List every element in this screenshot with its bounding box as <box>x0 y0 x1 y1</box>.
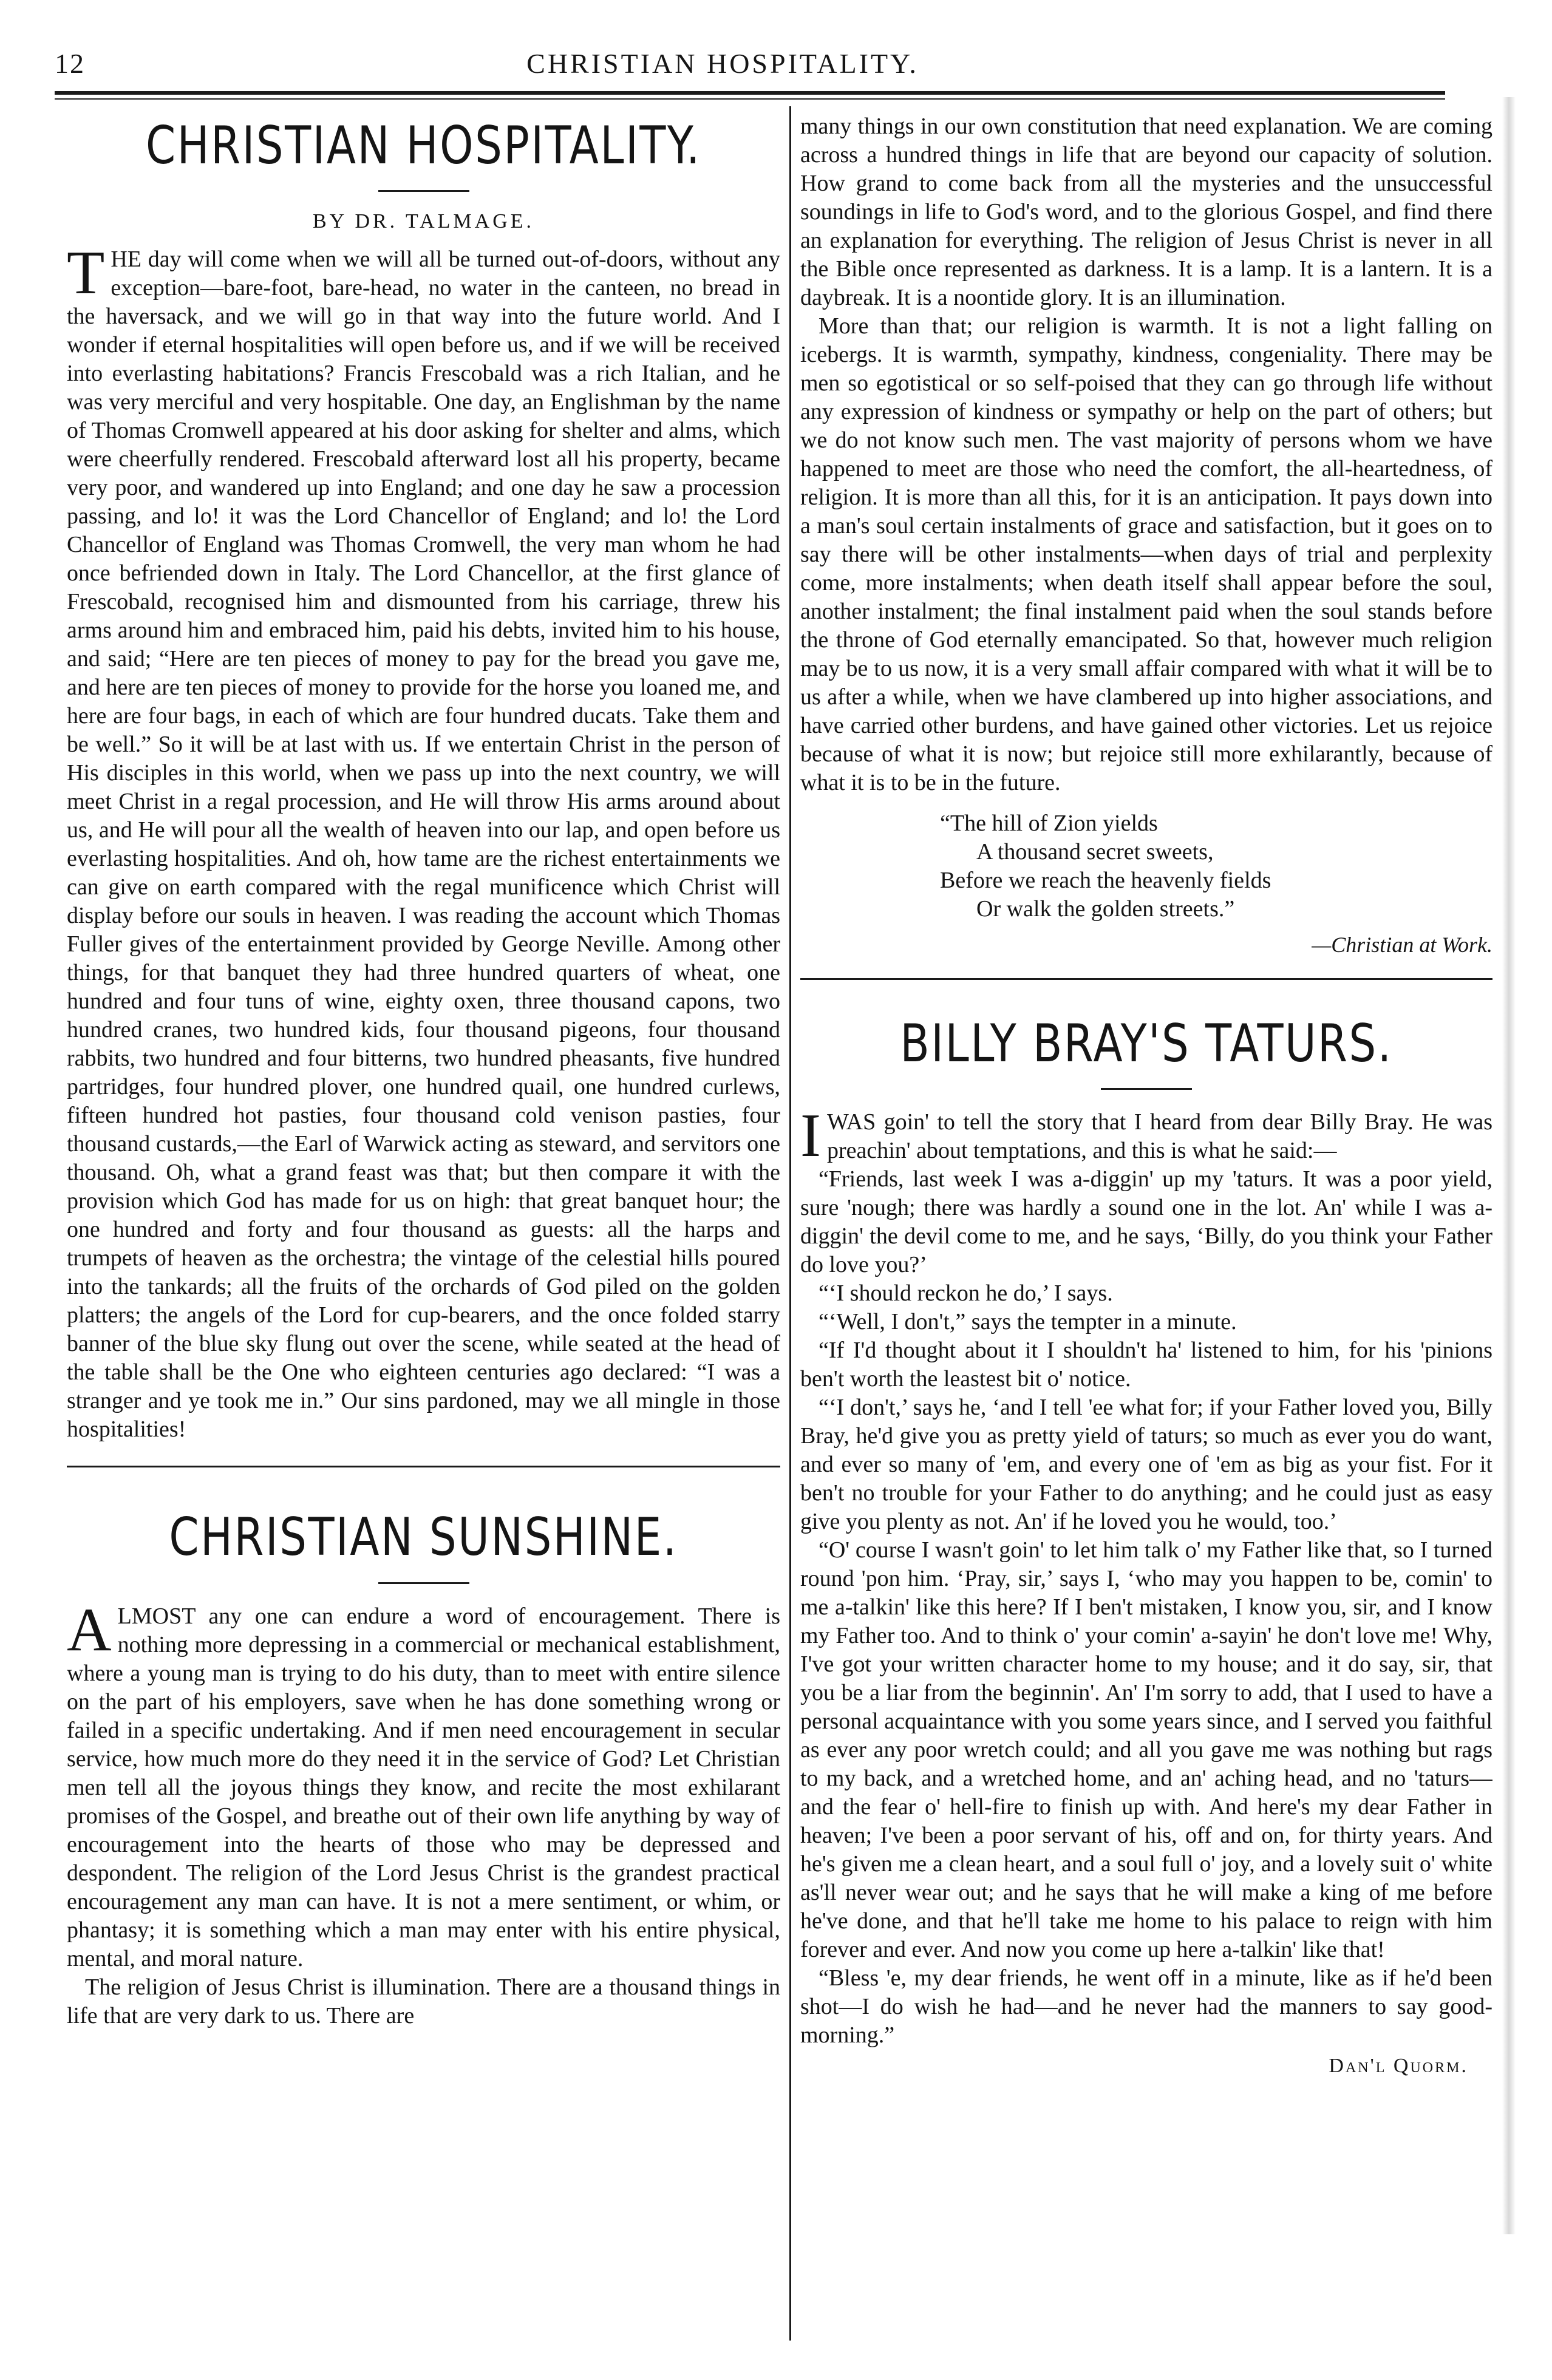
dropcap: I <box>800 1101 821 1171</box>
dropcap: A <box>67 1595 112 1664</box>
running-head <box>55 42 1390 91</box>
right-column <box>800 112 1492 2344</box>
header-rule-thick <box>55 91 1445 95</box>
billy-paragraph: “If I'd thought about it I shouldn't ha' listened to him, for his 'pinions ben't worth the leastest bit o' notice. <box>800 1338 1492 1392</box>
sunshine-paragraph: many things in our own constitution that need explanation. We are coming across a hundred things in life that are beyond our capacity of solution. How grand to come back from all the mysteries and the unsuccessful soundings in life to God's word, and to the glorious Gospel, and find there an explanation for everything. The religion of Jesus Christ is never in all the Bible once represented as darkness. It is a lamp. It is a lantern. It is a daybreak. It is a noontide glory. It is an illumination. <box>800 114 1492 310</box>
sunshine-paragraph: More than that; our religion is warmth. It is not a light falling on icebergs. It is warmth, sympathy, kindness, congeniality. There may be men so egotistical or so self-poised that they can go through life without any expression of kindness or sympathy or help on the part of others; but we do not know such men. The vast majority of persons whom we have happened to meet are those who need the comfort, the all-heartedness, of religion. It is more than all this, for it is an anticipation. It pays down into a man's soul certain instalments of grace and satisfaction, but it goes on to say there will be other instalments—when days of trial and perplexity come, more instalments; when death itself shall appear before the soul, another instalment; the final instalment paid when the soul stands before the throne of God eternally emancipated. So that, however much religion may be to us now, it is a very small affair compared with what it will be to us after a while, when we have clambered up into higher associations, and have carried other burdens, and have gained other victories. Let us rejoice because of what it is now; but rejoice still more exhilarantly, because of what it is to be in the future. <box>800 313 1492 795</box>
column-divider <box>789 106 791 2341</box>
byline: BY DR. TALMAGE. <box>312 210 535 233</box>
title-rule <box>378 1582 469 1584</box>
signature: Dan'l Quorm. <box>1329 2055 1468 2078</box>
hospitality-text: HE day will come when we will all be turned out-of-doors, without any exception—bare-foot, bare-head, no water in the canteen, no bread in the haversack, and we will go in that way into the future world. And I wonder if eternal hospitalities will open before us, and if we will be received into everlasting habitations? Francis Frescobald was a rich Italian, and he was very merciful and very hospitable. One day, an Englishman by the name of Thomas Cromwell appeared at his door asking for shelter and alms, which were cheerfully rendered. Frescobald afterward lost all his property, became very poor, and wandered up into England; and one day he saw a procession passing, and lo! it was the Lord Chancellor of England; and lo! the Lord Chancellor of England was Thomas Cromwell, the very man whom he had once befriended down in Italy. The Lord Chancellor, at the first glance of Frescobald, recognised him and dismounted from his carriage, threw his arms around him and embraced him, paid his debts, invited him to his house, and said; “Here are ten pieces of money to pay for the bread you gave me, and here are ten pieces of money to provide for the horse you loaned me, and here are four bags, in each of which are four hundred ducats. Take them and be well.” So it will be at last with us. If we entertain Christ in the person of His disciples in this world, when we pass up into the next country, we will meet Christ in a regal procession, and He will throw His arms around about us, and He will pour all the wealth of heaven into our lap, and open before us everlasting hospitalities. And oh, how tame are the richest entertainments we can give on earth compared with the regal munificence which Christ will display before our souls in heaven. I was reading the account which Thomas Fuller gives of the entertainment provided by George Neville. Among other things, for that banquet they had three hundred quarters of wheat, one hundred and four tuns of wine, eighty oxen, three thousand capons, two hundred cranes, two hundred kids, four thousand pigeons, four thousand rabbits, two hundred and four bitterns, two hundred pheasants, five hundred partridges, four hundred plover, one hundred quail, one hundred curlews, fifteen hundred hot pasties, four thousand cold venison pasties, four thousand custards,—the Earl of Warwick acting as steward, and servitors one thousand. Oh, what a grand feast was that; but then compare it with the provision which God has made for us on high: that great banquet hour; the one hundred and forty and four thousand as guests: all the harps and trumpets of heaven as the orchestra; the vintage of the celestial hills poured into the tankards; all the fruits of the orchards of God piled on the golden platters; the angels of the Lord for cup-bearers, and the once folded starry banner of the blue sky flung out over the scene, while seated at the head of the table shall be the One who eighteen centuries ago declared: “I was a stranger and ye took me in.” Our sins pardoned, may we all mingle in those hospitalities! <box>67 246 780 1443</box>
billy-paragraph <box>800 1101 1492 1171</box>
header-rule-thin <box>55 98 1445 100</box>
page-number: 12 <box>55 48 85 79</box>
running-title: CHRISTIAN HOSPITALITY. <box>526 48 919 79</box>
section-divider <box>67 1466 780 1467</box>
billy-text: WAS goin' to tell the story that I heard from dear Billy Bray. He was preachin' about temptations, and this is what he said:— <box>826 1109 1492 1164</box>
sunshine-paragraph: The religion of Jesus Christ is illumination. There are a thousand things in life that are very dark to us. There are <box>67 1974 780 2028</box>
billy-paragraph: “‘Well, I don't,” says the tempter in a minute. <box>819 1309 1237 1335</box>
billy-paragraph: “‘I don't,’ says he, ‘and I tell 'ee what for; if your Father loved you, Billy Bray, he'd give you as pretty yield of taturs; so much as ever you do want, and ever so many of 'em, and every one of 'em as big as your fist. For it ben't no trouble for your Father to do anything; and he could just as easy give you plenty as not. An' if he loved you he would, too.’ <box>800 1395 1492 1535</box>
billy-paragraph: “‘I should reckon he do,’ I says. <box>819 1280 1113 1307</box>
section-divider <box>800 978 1492 980</box>
article-title-sunshine: CHRISTIAN SUNSHINE. <box>169 1507 678 1568</box>
billy-paragraph: “Bless 'e, my dear friends, he went off in a minute, like as if he'd been shot—I do wish he had—and he never had the manners to say good-morning.” <box>800 1965 1492 2048</box>
dropcap: T <box>67 239 105 308</box>
poem <box>940 809 1492 923</box>
page-gutter-shadow <box>1502 97 1516 2234</box>
billy-paragraph: “O' course I wasn't goin' to let him talk o' my Father like that, so I turned round 'pon him. ‘Pray, sir,’ says I, ‘who may you happen to be, comin' to me a-talkin' like this here? If I ben't mistaken, I know you, sir, and I know my Father too. And to think o' your comin' a-sayin' he don't love me! Why, I've got your written character home to my house; and it do say, sir, that you be a liar from the beginnin'. An' I'm sorry to add, that I used to have a personal acquaintance with you some years since, and I served you faithful as ever any poor wretch could; and all you gave me was nothing but rags to my back, and a wretched home, and an' aching head, and no 'taturs—and the fear o' hell-fire to finish up with. And here's my dear Father in heaven; I've been a poor servant of his, off and on, for thirty years. And he's given me a clean heart, and a soul full o' joy, and a lovely suit o' white as'll never wear out; and he says that he will make a king of me before he've done, and that he'll take me home to his palace to reign with him forever and ever. And now you come up here a-talkin' like that! <box>800 1537 1492 1963</box>
title-rule <box>1101 1088 1192 1090</box>
poem-line: Or walk the golden streets.” <box>976 896 1235 922</box>
source-credit: —Christian at Work. <box>1312 933 1492 957</box>
billy-paragraph: “Friends, last week I was a-diggin' up my 'taturs. It was a poor yield, sure 'nough; there was hardly a sound one in the lot. An' while I was a-diggin' the devil come to me, and he says, ‘Billy, do you think your Father do love you?’ <box>800 1166 1492 1278</box>
left-column <box>67 112 780 2344</box>
poem-line: Before we reach the heavenly fields <box>940 868 1271 893</box>
poem-line: A thousand secret sweets, <box>976 839 1214 865</box>
article-title-billy-bray: BILLY BRAY'S TATURS. <box>900 1013 1393 1074</box>
sunshine-paragraph <box>67 1595 780 1973</box>
hospitality-paragraph <box>67 239 780 1444</box>
sunshine-text: LMOST any one can endure a word of encouragement. There is nothing more depressing in a commercial or mechanical establishment, where a young man is trying to do his duty, than to meet with entire silence on the part of his employers, save when he has done something wrong or failed in a specific undertaking. And if men need encouragement in secular service, how much more do they need it in the service of God? Let Christian men tell all the joyous things they know, and recite the most exhilarant promises of the Gospel, and breathe out of their own life anything by way of encouragement into the hearts of those who may be depressed and despondent. The religion of the Lord Jesus Christ is the grandest practical encouragement any man can have. It is not a mere sentiment, or whim, or phantasy; it is something which a man may enter with his entire physical, mental, and moral nature. <box>67 1603 780 1971</box>
poem-line: “The hill of Zion yields <box>940 811 1158 836</box>
article-title-hospitality: CHRISTIAN HOSPITALITY. <box>145 115 702 176</box>
title-rule <box>378 190 469 192</box>
